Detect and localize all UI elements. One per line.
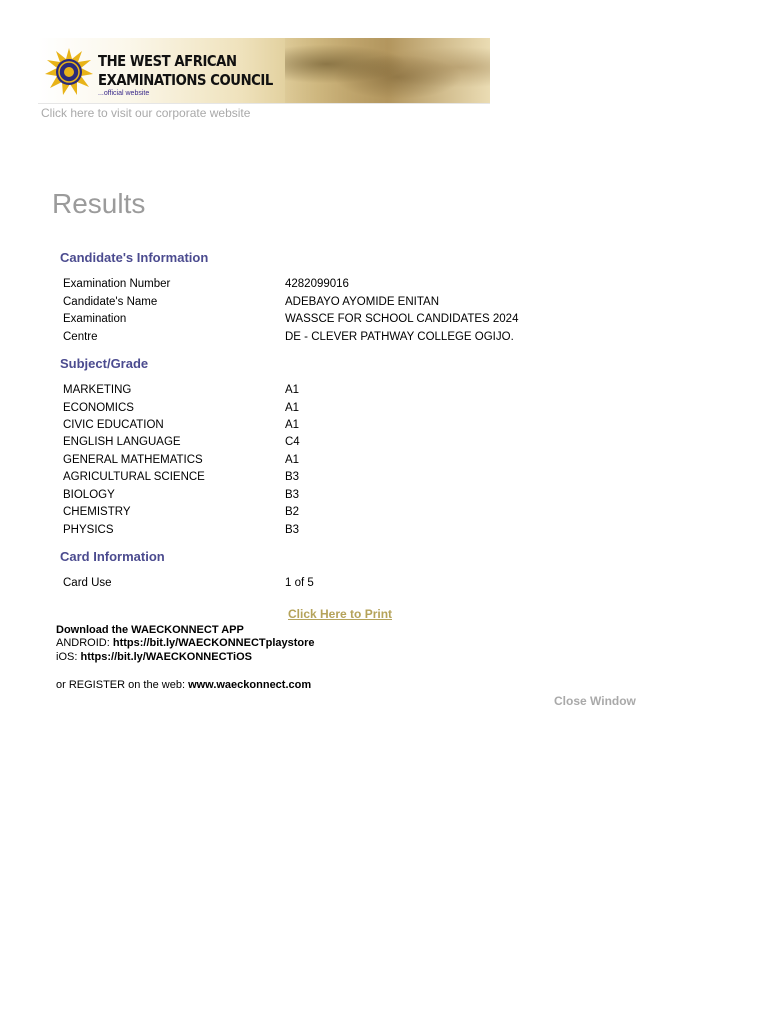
subject-name: BIOLOGY bbox=[63, 489, 115, 501]
subject-grade: A1 bbox=[285, 402, 300, 414]
waec-seal-icon bbox=[44, 47, 94, 97]
grade-row bbox=[63, 436, 663, 453]
org-title-line2: EXAMINATIONS COUNCIL bbox=[98, 71, 273, 89]
close-window-link[interactable]: Close Window bbox=[554, 694, 636, 708]
candidate-row-name bbox=[63, 296, 663, 313]
row-label: Examination Number bbox=[63, 278, 171, 290]
print-link[interactable]: Click Here to Print bbox=[288, 607, 393, 621]
row-label: Centre bbox=[63, 331, 98, 343]
subject-name: GENERAL MATHEMATICS bbox=[63, 454, 203, 466]
grade-row bbox=[63, 471, 663, 488]
subject-grade-heading: Subject/Grade bbox=[60, 356, 149, 371]
row-value: 4282099016 bbox=[285, 278, 349, 290]
grade-row bbox=[63, 506, 663, 523]
row-value: ADEBAYO AYOMIDE ENITAN bbox=[285, 296, 440, 308]
subject-name: ECONOMICS bbox=[63, 402, 134, 414]
card-info-heading: Card Information bbox=[60, 549, 165, 564]
candidate-row-centre bbox=[63, 331, 663, 348]
banner-tagline: ...official website bbox=[98, 90, 150, 97]
register-link[interactable]: www.waeckonnect.com bbox=[188, 679, 312, 691]
grade-row bbox=[63, 384, 663, 401]
grade-row bbox=[63, 402, 663, 419]
ios-download-line bbox=[56, 651, 252, 663]
subject-name: AGRICULTURAL SCIENCE bbox=[63, 471, 205, 483]
subject-grade: A1 bbox=[285, 419, 300, 431]
android-download-line bbox=[56, 637, 315, 649]
register-line bbox=[56, 679, 311, 691]
page-title: Results bbox=[52, 188, 146, 219]
row-value: 1 of 5 bbox=[285, 577, 314, 589]
grade-row bbox=[63, 489, 663, 506]
subject-name: PHYSICS bbox=[63, 524, 114, 536]
subject-grade: B3 bbox=[285, 489, 300, 501]
row-label: Card Use bbox=[63, 577, 112, 589]
android-link[interactable]: https://bit.ly/WAECKONNECTplaystore bbox=[112, 637, 315, 649]
download-app-title bbox=[56, 624, 244, 636]
header-banner bbox=[38, 38, 490, 104]
subject-name: ENGLISH LANGUAGE bbox=[63, 436, 181, 448]
ios-link[interactable]: https://bit.ly/WAECKONNECTiOS bbox=[80, 651, 252, 663]
candidate-info-heading: Candidate's Information bbox=[60, 250, 209, 265]
subject-name: CHEMISTRY bbox=[63, 506, 131, 518]
subject-name: CIVIC EDUCATION bbox=[63, 419, 164, 431]
android-label: ANDROID: bbox=[56, 637, 110, 649]
organization-title bbox=[98, 52, 273, 90]
row-label: Candidate's Name bbox=[63, 296, 158, 308]
subject-grade: B3 bbox=[285, 471, 300, 483]
grade-row bbox=[63, 524, 663, 541]
candidate-row-examination bbox=[63, 313, 663, 330]
banner-photo bbox=[285, 38, 490, 103]
subject-grade: A1 bbox=[285, 384, 300, 396]
subject-grade: C4 bbox=[285, 436, 300, 448]
download-title-text: Download the WAECKONNECT APP bbox=[56, 624, 244, 636]
register-label: or REGISTER on the web: bbox=[56, 679, 185, 691]
org-title-line1: THE WEST AFRICAN bbox=[98, 52, 237, 70]
row-value: DE - CLEVER PATHWAY COLLEGE OGIJO. bbox=[285, 331, 514, 343]
ios-label: iOS: bbox=[56, 651, 78, 663]
grade-row bbox=[63, 454, 663, 471]
row-label: Examination bbox=[63, 313, 127, 325]
subject-name: MARKETING bbox=[63, 384, 132, 396]
grade-row bbox=[63, 419, 663, 436]
subject-grade: A1 bbox=[285, 454, 300, 466]
subject-grade: B3 bbox=[285, 524, 300, 536]
subject-grade: B2 bbox=[285, 506, 300, 518]
row-value: WASSCE FOR SCHOOL CANDIDATES 2024 bbox=[285, 313, 519, 325]
card-use-row bbox=[63, 577, 663, 594]
corporate-website-link[interactable]: Click here to visit our corporate website bbox=[41, 106, 251, 120]
candidate-row-exam-number bbox=[63, 278, 663, 295]
